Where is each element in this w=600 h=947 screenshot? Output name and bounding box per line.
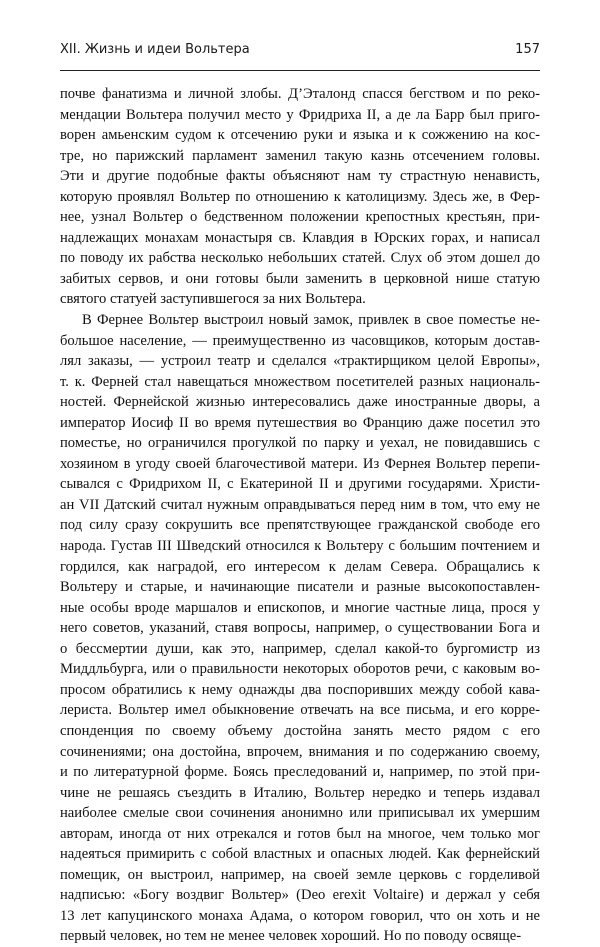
text-line: которую проявлял Вольтер по отношению к католицизму. Здесь же, в Фер- — [60, 188, 540, 205]
body-text — [60, 84, 540, 947]
text-line: наиболее смелые свои сочинения анонимно или приписывал их умершим — [60, 805, 540, 822]
text-line: забитых сервов, и они готовы были заменить в церковной нише статую — [60, 270, 540, 287]
page-number: 157 — [515, 42, 540, 57]
text-line: спонденция по своему объему достойна занять место рядом с его — [60, 722, 540, 739]
text-line: ные особы вроде маршалов и епископов, и многие частные лица, прося у — [60, 599, 540, 616]
paragraph — [60, 84, 540, 310]
text-line: авторам, иногда от них отрекался и готов был на многое, чем только мог — [60, 825, 540, 842]
running-header — [60, 42, 540, 64]
text-line: надлежащих монахам монастыря св. Клавдия в Юрских горах, и написал — [60, 229, 540, 246]
text-line: лериста. Вольтер имел обыкновение отвечать на все письма, и его корре- — [60, 702, 540, 719]
text-line: почве фанатизма и личной злобы. Д’Эталонд спасся бегством и по реко- — [60, 86, 540, 102]
text-line: ворен амьенским судом к отсечению руки и языка и к сожжению на кос- — [60, 127, 540, 144]
text-line: тре, но парижский парламент заменил такую казнь отсечением головы. — [60, 147, 540, 164]
text-line: святого статуей заступившегося за них Вольтера. — [60, 291, 366, 308]
text-line: т. к. Ферней стал навещаться множеством посетителей разных националь- — [60, 373, 540, 390]
text-line: гордился, как наградой, его интересом к делам Севера. Обращались к — [60, 558, 540, 575]
paragraph — [60, 310, 540, 947]
text-line: ностей. Фернейской жизнью интересовались даже иностранные дворы, а — [60, 394, 540, 411]
text-line: помещик, он выстроил, например, на своей земле церковь с горделивой — [60, 866, 540, 883]
chapter-title: XII. Жизнь и идеи Вольтера — [60, 42, 250, 57]
text-line: В Фернее Вольтер выстроил новый замок, привлек в свое поместье не- — [82, 312, 540, 329]
text-line: ан VII Датский считал нужным оправдываться перед ним в том, что ему не — [60, 496, 540, 513]
text-line: народа. Густав III Шведский относился к Вольтеру с большим почтением и — [60, 538, 540, 555]
text-line: просом обратились к нему однажды два поспоривших между собой кава- — [60, 681, 540, 698]
text-line: надписью: «Богу воздвиг Вольтер» (Deo erexit Voltaire) и держал у себя — [60, 887, 540, 904]
text-line: первый человек, но тем не менее человек хороший. Но по поводу освяще- — [60, 928, 522, 945]
text-line: нее, узнал Вольтер о бедственном положении крепостных крестьян, при- — [60, 209, 540, 226]
text-line: император Иосиф II во время путешествия во Францию даже посетил это — [60, 414, 540, 431]
text-line: и по литературной форме. Боясь преследований и, например, по этой при- — [60, 764, 540, 781]
text-line: Эти и другие подобные факты объясняют нам ту страстную ненависть, — [60, 168, 540, 185]
text-line: 13 лет капуцинского монаха Адама, о котором говорил, что он хоть и не — [60, 907, 540, 924]
text-line: большое население, — преимущественно из часовщиков, которым достав- — [60, 332, 540, 349]
text-line: о бессмертии души, как это, например, сделал какой-то бургомистр из — [60, 640, 540, 657]
text-line: надеяться примирить с собой властных и опасных людей. Как фернейский — [60, 846, 540, 863]
text-line: Вольтеру и старые, и начинающие писатели и разные высокопоставлен- — [60, 579, 540, 596]
text-line: лял заказы, — устроил театр и сделался «трактирщиком целой Европы», — [60, 353, 540, 370]
text-line: по поводу их рабства несколько небольших статей. Слух об этом дошел до — [60, 250, 540, 267]
text-line: сочинениями; она достойна, впрочем, внимания и по содержанию своему, — [60, 743, 540, 760]
text-line: мендации Вольтера получил место у Фридриха II, а де ла Барр был приго- — [60, 106, 540, 123]
text-line: хозяином в угоду своей благочестивой матери. Из Фернея Вольтер перепи- — [60, 455, 540, 472]
text-line: под силу сразу сокрушить все препятствующее гражданской свободе его — [60, 517, 540, 534]
text-line: поместье, но ограничился прогулкой по парку и уехал, не повидавшись с — [60, 435, 540, 452]
header-divider — [60, 70, 540, 71]
text-line: сывался с Фридрихом II, с Екатериной II и другими государями. Христи- — [60, 476, 540, 493]
text-line: Миддльбурга, или о правильности некоторых оборотов речи, с каковым во- — [60, 661, 540, 678]
text-line: него советов, указаний, ставя вопросы, например, о существовании Бога и — [60, 620, 540, 637]
text-line: чине не решаясь съездить в Италию, Вольтер нередко и теперь издавал — [60, 784, 540, 801]
